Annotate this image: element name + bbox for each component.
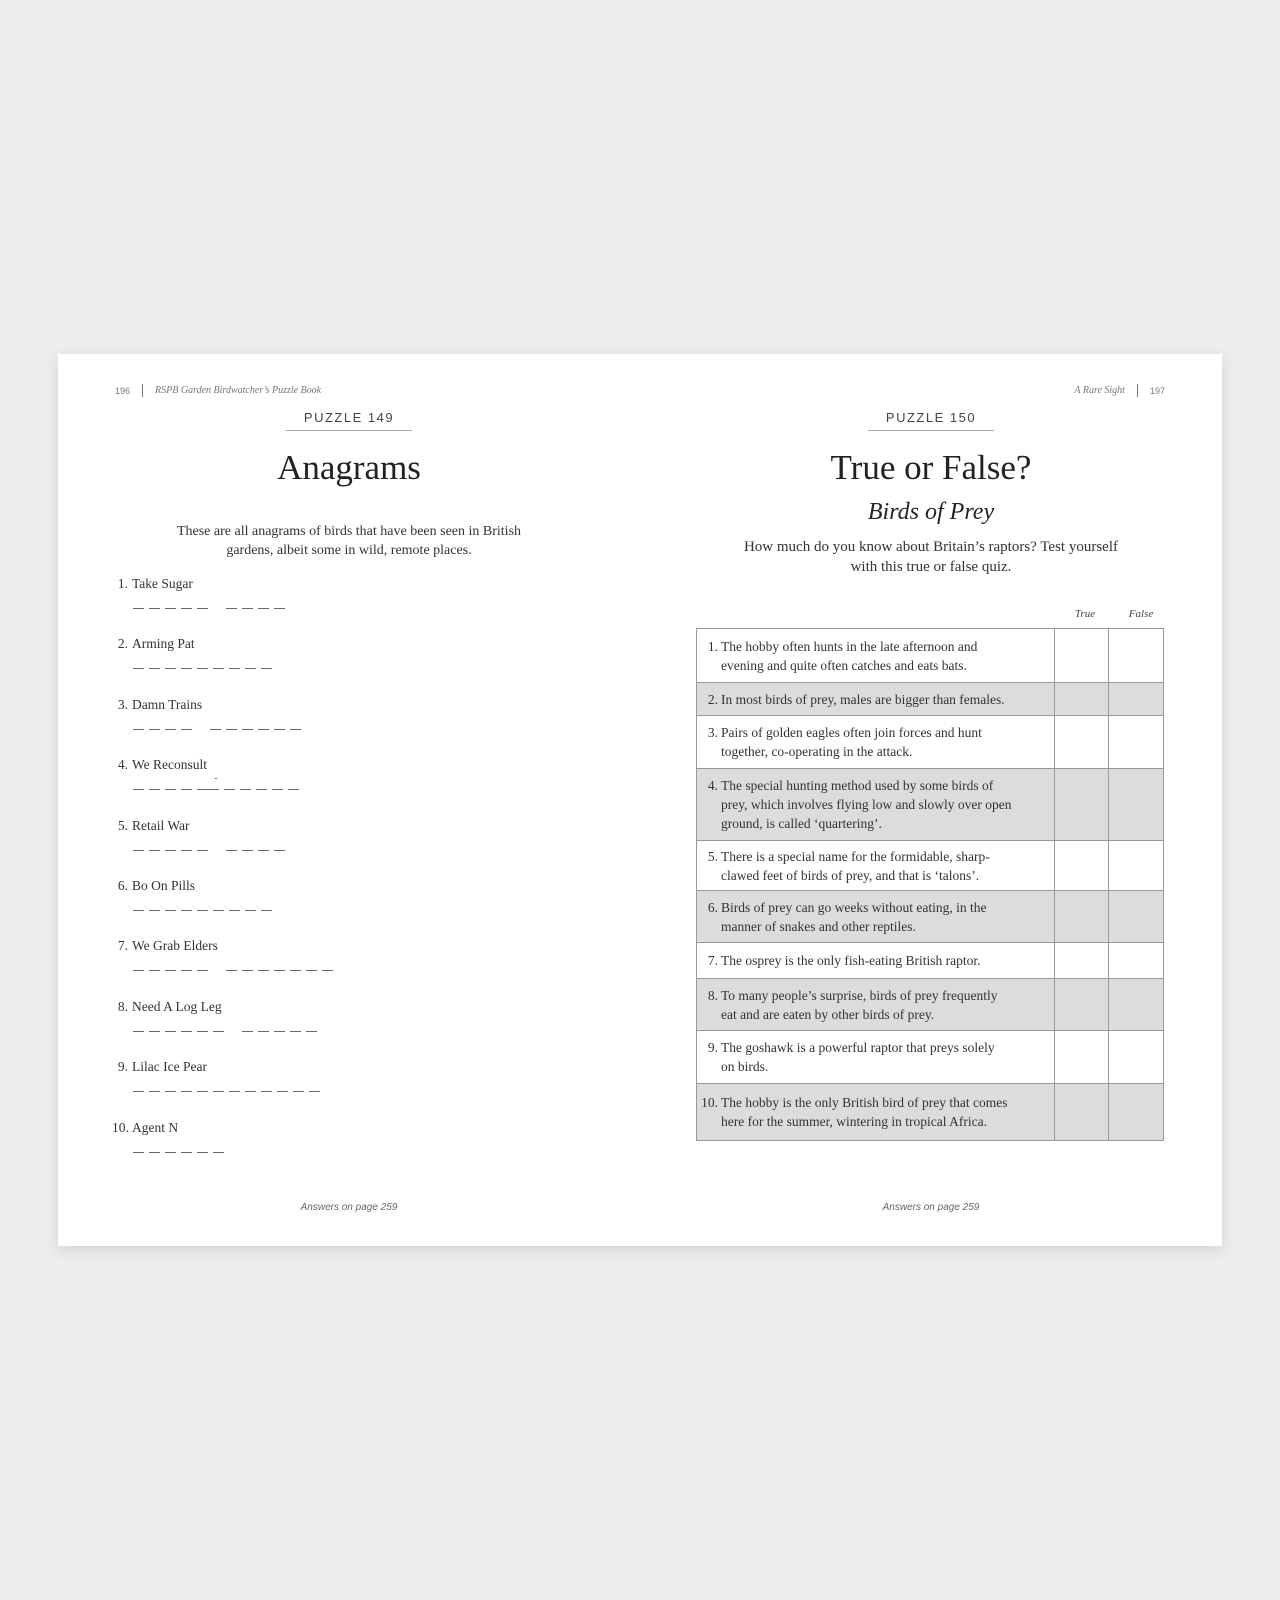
question-text-line: There is a special name for the formidable, sharp- bbox=[721, 848, 990, 864]
quiz-row bbox=[697, 1031, 1164, 1084]
intro-line: gardens, albeit some in wild, remote places. bbox=[226, 543, 472, 558]
answer-word bbox=[133, 1022, 224, 1032]
hyphen-mark: - bbox=[214, 772, 218, 785]
anagram-item bbox=[112, 576, 442, 636]
letter-blank bbox=[165, 1091, 176, 1092]
question-number: 5. bbox=[707, 848, 718, 864]
letter-blank bbox=[133, 1091, 144, 1092]
letter-blank bbox=[306, 1031, 317, 1032]
question-number: 7. bbox=[707, 953, 718, 968]
answer-blanks bbox=[133, 1143, 224, 1153]
letter-blank bbox=[229, 1091, 240, 1092]
letter-blank bbox=[149, 850, 160, 851]
letter-blank bbox=[245, 1091, 256, 1092]
letter-blank bbox=[133, 729, 144, 730]
quiz-row bbox=[697, 943, 1164, 979]
answer-word bbox=[242, 1022, 317, 1032]
running-head bbox=[115, 384, 321, 397]
quiz-row bbox=[697, 769, 1164, 841]
puzzle-label: PUZZLE 150 bbox=[868, 410, 994, 431]
letter-blank bbox=[165, 668, 176, 669]
letter-blank bbox=[149, 729, 160, 730]
letter-blank bbox=[181, 1152, 192, 1153]
item-number: 9. bbox=[117, 1059, 128, 1075]
true-answer-box[interactable] bbox=[1054, 841, 1109, 891]
true-answer-box[interactable] bbox=[1054, 769, 1109, 841]
letter-blank bbox=[181, 910, 192, 911]
true-answer-box[interactable] bbox=[1054, 716, 1109, 769]
answer-word bbox=[133, 772, 218, 790]
intro-line: How much do you know about Britain’s raptors? Test yourself bbox=[743, 539, 1119, 555]
letter-blank bbox=[197, 1091, 208, 1092]
letter-blank bbox=[133, 850, 144, 851]
anagram-clue: Arming Pat bbox=[132, 636, 195, 652]
question-number: 8. bbox=[707, 987, 718, 1003]
true-column-header: True bbox=[1074, 608, 1096, 620]
letter-blank bbox=[229, 668, 240, 669]
letter-blank bbox=[149, 668, 160, 669]
puzzle-label: PUZZLE 149 bbox=[286, 410, 412, 431]
letter-blank bbox=[293, 1091, 304, 1092]
letter-blank bbox=[274, 1031, 285, 1032]
false-answer-box[interactable] bbox=[1109, 943, 1164, 979]
question-number: 10. bbox=[701, 1095, 718, 1110]
true-answer-box[interactable] bbox=[1054, 1031, 1109, 1084]
intro-text bbox=[58, 522, 640, 560]
intro-line: with this true or false quiz. bbox=[850, 559, 1012, 575]
letter-blank bbox=[197, 668, 208, 669]
letter-blank bbox=[240, 789, 251, 790]
letter-blank bbox=[165, 910, 176, 911]
quiz-question bbox=[697, 979, 1055, 1031]
letter-blank bbox=[133, 1152, 144, 1153]
letter-blank bbox=[226, 608, 237, 609]
false-answer-box[interactable] bbox=[1109, 891, 1164, 943]
answer-word bbox=[133, 1082, 320, 1092]
item-number: 4. bbox=[117, 757, 128, 773]
item-number: 1. bbox=[117, 576, 128, 591]
anagram-item bbox=[112, 878, 442, 938]
question-text-line: The hobby is the only British bird of prey that comes bbox=[721, 1095, 1008, 1110]
question-text-line: The goshawk is a powerful raptor that preys solely bbox=[721, 1040, 995, 1055]
item-number: 10. bbox=[112, 1119, 129, 1135]
intro-line: These are all anagrams of birds that have been seen in British bbox=[176, 524, 522, 539]
letter-blank bbox=[133, 789, 144, 790]
anagram-clue: Bo On Pills bbox=[132, 877, 196, 893]
quiz-row bbox=[697, 716, 1164, 769]
quiz-question bbox=[697, 629, 1055, 683]
letter-blank bbox=[258, 970, 269, 971]
letter-blank bbox=[149, 608, 160, 609]
letter-blank bbox=[229, 910, 240, 911]
question-number: 4. bbox=[707, 778, 718, 793]
answer-blanks bbox=[133, 720, 301, 730]
question-text-line: ground, is called ‘quartering’. bbox=[721, 816, 882, 831]
letter-blank bbox=[149, 910, 160, 911]
answer-word bbox=[133, 841, 208, 851]
answer-word bbox=[226, 599, 285, 609]
quiz-question bbox=[697, 683, 1055, 716]
letter-blank bbox=[242, 729, 253, 730]
letter-blank bbox=[226, 729, 237, 730]
quiz-row bbox=[697, 891, 1164, 943]
answer-word bbox=[210, 720, 301, 730]
answer-word bbox=[133, 1143, 224, 1153]
true-answer-box[interactable] bbox=[1054, 979, 1109, 1031]
question-text-line: The special hunting method used by some birds of bbox=[721, 778, 994, 793]
letter-blank bbox=[261, 1091, 272, 1092]
letter-blank bbox=[133, 970, 144, 971]
question-text-line: evening and quite often catches and eats bats. bbox=[721, 657, 967, 673]
letter-blank bbox=[181, 668, 192, 669]
anagram-item bbox=[112, 938, 442, 998]
letter-blank bbox=[165, 1152, 176, 1153]
anagram-clue: Take Sugar bbox=[132, 576, 193, 591]
item-number: 2. bbox=[117, 636, 128, 652]
item-number: 8. bbox=[117, 998, 128, 1014]
quiz-question bbox=[697, 1084, 1055, 1141]
anagram-list bbox=[112, 576, 442, 1180]
letter-blank bbox=[274, 729, 285, 730]
right-page bbox=[640, 354, 1222, 1246]
question-number: 3. bbox=[707, 725, 718, 740]
question-text-line: here for the summer, wintering in tropical Africa. bbox=[721, 1114, 987, 1129]
letter-blank bbox=[213, 1091, 224, 1092]
letter-blank bbox=[242, 1031, 253, 1032]
quiz-question bbox=[697, 891, 1055, 943]
anagram-clue: Need A Log Leg bbox=[132, 998, 222, 1014]
question-number: 9. bbox=[707, 1040, 718, 1055]
anagram-clue: Damn Trains bbox=[132, 696, 203, 712]
letter-blank bbox=[274, 850, 285, 851]
anagram-item bbox=[112, 697, 442, 757]
divider bbox=[142, 384, 143, 397]
letter-blank bbox=[149, 1031, 160, 1032]
letter-blank bbox=[213, 1152, 224, 1153]
letter-blank bbox=[181, 729, 192, 730]
false-answer-box[interactable] bbox=[1109, 629, 1164, 683]
item-number: 7. bbox=[117, 938, 128, 954]
letter-blank bbox=[309, 1091, 320, 1092]
letter-blank bbox=[258, 850, 269, 851]
letter-blank bbox=[133, 910, 144, 911]
question-text-line: In most birds of prey, males are bigger than females. bbox=[721, 691, 1005, 707]
letter-blank bbox=[165, 850, 176, 851]
letter-blank bbox=[242, 850, 253, 851]
letter-blank bbox=[165, 608, 176, 609]
answer-blanks bbox=[133, 961, 333, 971]
letter-blank bbox=[197, 1031, 208, 1032]
quiz-question bbox=[697, 841, 1055, 891]
letter-blank bbox=[245, 668, 256, 669]
letter-blank bbox=[181, 1031, 192, 1032]
answer-blanks bbox=[133, 901, 272, 911]
letter-blank bbox=[226, 850, 237, 851]
letter-blank bbox=[226, 970, 237, 971]
quiz-question bbox=[697, 716, 1055, 769]
item-number: 5. bbox=[117, 817, 128, 833]
true-answer-box[interactable] bbox=[1054, 891, 1109, 943]
quiz-row bbox=[697, 629, 1164, 683]
question-text-line: The hobby often hunts in the late afternoon and bbox=[721, 638, 978, 654]
page-title: True or False? bbox=[830, 448, 1032, 487]
letter-blank bbox=[133, 608, 144, 609]
answer-word bbox=[133, 901, 272, 911]
letter-blank bbox=[181, 850, 192, 851]
letter-blank bbox=[242, 608, 253, 609]
letter-blank bbox=[261, 910, 272, 911]
question-text-line: together, co-operating in the attack. bbox=[721, 744, 913, 759]
true-answer-box[interactable] bbox=[1054, 1084, 1109, 1141]
question-text-line: To many people’s surprise, birds of prey frequently bbox=[721, 987, 998, 1003]
divider bbox=[1137, 384, 1138, 397]
letter-blank bbox=[213, 668, 224, 669]
anagram-item bbox=[112, 757, 442, 817]
letter-blank bbox=[149, 1152, 160, 1153]
letter-blank bbox=[290, 1031, 301, 1032]
answer-word bbox=[208, 780, 299, 790]
false-answer-box[interactable] bbox=[1109, 716, 1164, 769]
quiz-question bbox=[697, 943, 1055, 979]
letter-blank bbox=[181, 1091, 192, 1092]
letter-blank bbox=[288, 789, 299, 790]
question-text-line: Pairs of golden eagles often join forces and hunt bbox=[721, 725, 982, 740]
answer-blanks bbox=[133, 772, 299, 790]
page-title: Anagrams bbox=[277, 448, 421, 487]
letter-blank bbox=[133, 668, 144, 669]
question-text-line: clawed feet of birds of prey, and that is ‘talons’. bbox=[721, 867, 980, 883]
anagram-clue: Lilac Ice Pear bbox=[132, 1059, 207, 1075]
answer-word bbox=[133, 599, 208, 609]
question-text-line: The osprey is the only fish-eating British raptor. bbox=[721, 953, 981, 968]
quiz-row bbox=[697, 979, 1164, 1031]
answers-footer: Answers on page 259 bbox=[300, 1202, 398, 1213]
letter-blank bbox=[258, 729, 269, 730]
running-title: RSPB Garden Birdwatcher’s Puzzle Book bbox=[155, 385, 322, 396]
anagram-clue: Retail War bbox=[132, 817, 190, 833]
false-answer-box[interactable] bbox=[1109, 841, 1164, 891]
letter-blank bbox=[274, 970, 285, 971]
false-answer-box[interactable] bbox=[1109, 979, 1164, 1031]
anagram-clue: We Reconsult bbox=[132, 757, 208, 773]
quiz-table bbox=[696, 628, 1164, 1141]
anagram-item bbox=[112, 818, 442, 878]
answer-word bbox=[133, 720, 192, 730]
letter-blank bbox=[181, 970, 192, 971]
letter-blank bbox=[290, 729, 301, 730]
letter-blank bbox=[245, 910, 256, 911]
letter-blank bbox=[197, 910, 208, 911]
false-answer-box[interactable] bbox=[1109, 1031, 1164, 1084]
anagram-clue: Agent N bbox=[132, 1119, 179, 1135]
letter-blank bbox=[133, 1031, 144, 1032]
true-answer-box[interactable] bbox=[1054, 683, 1109, 716]
letter-blank bbox=[274, 608, 285, 609]
quiz-row bbox=[697, 683, 1164, 716]
letter-blank bbox=[256, 789, 267, 790]
letter-blank bbox=[258, 608, 269, 609]
letter-blank bbox=[197, 850, 208, 851]
letter-blank bbox=[165, 789, 176, 790]
answer-blanks bbox=[133, 659, 272, 669]
letter-blank bbox=[213, 910, 224, 911]
true-answer-box[interactable] bbox=[1054, 629, 1109, 683]
answer-blanks bbox=[133, 1082, 320, 1092]
letter-blank bbox=[322, 970, 333, 971]
running-title: A Rare Sight bbox=[1074, 385, 1125, 396]
answer-word bbox=[226, 841, 285, 851]
false-column-header: False bbox=[1128, 608, 1154, 620]
true-answer-box[interactable] bbox=[1054, 943, 1109, 979]
tf-column-headers bbox=[640, 608, 1222, 624]
letter-blank bbox=[197, 1152, 208, 1153]
intro-text bbox=[640, 537, 1222, 577]
false-answer-box[interactable] bbox=[1109, 1084, 1164, 1141]
letter-blank bbox=[213, 1031, 224, 1032]
letter-blank bbox=[258, 1031, 269, 1032]
letter-blank bbox=[165, 1031, 176, 1032]
false-answer-box[interactable] bbox=[1109, 769, 1164, 841]
question-text-line: Birds of prey can go weeks without eating, in the bbox=[721, 899, 987, 915]
answer-blanks bbox=[133, 841, 285, 851]
letter-blank bbox=[306, 970, 317, 971]
answer-word bbox=[133, 961, 208, 971]
letter-blank bbox=[208, 789, 219, 790]
letter-blank bbox=[224, 789, 235, 790]
letter-blank bbox=[149, 970, 160, 971]
book-spread bbox=[58, 354, 1222, 1246]
answer-blanks bbox=[133, 1022, 317, 1032]
letter-blank bbox=[277, 1091, 288, 1092]
question-text-line: eat and are eaten by other birds of prey. bbox=[721, 1006, 935, 1022]
letter-blank bbox=[210, 729, 221, 730]
question-text-line: prey, which involves flying low and slowly over open bbox=[721, 797, 1012, 812]
question-text-line: manner of snakes and other reptiles. bbox=[721, 918, 916, 934]
page-number: 197 bbox=[1149, 385, 1165, 396]
quiz-row bbox=[697, 841, 1164, 891]
letter-blank bbox=[149, 789, 160, 790]
left-page bbox=[58, 354, 640, 1246]
answers-footer: Answers on page 259 bbox=[882, 1202, 980, 1213]
quiz-row bbox=[697, 1084, 1164, 1141]
letter-blank bbox=[149, 1091, 160, 1092]
page-number: 196 bbox=[115, 385, 131, 396]
anagram-item bbox=[112, 999, 442, 1059]
answer-word bbox=[226, 961, 333, 971]
answer-blanks bbox=[133, 599, 285, 609]
anagram-item bbox=[112, 636, 442, 696]
letter-blank bbox=[181, 608, 192, 609]
page-subtitle: Birds of Prey bbox=[867, 499, 995, 525]
letter-blank bbox=[181, 789, 192, 790]
question-number: 2. bbox=[707, 691, 718, 707]
letter-blank bbox=[290, 970, 301, 971]
letter-blank bbox=[197, 608, 208, 609]
false-answer-box[interactable] bbox=[1109, 683, 1164, 716]
quiz-question bbox=[697, 1031, 1055, 1084]
question-number: 6. bbox=[707, 899, 718, 915]
running-head bbox=[1074, 384, 1165, 397]
letter-blank bbox=[272, 789, 283, 790]
question-number: 1. bbox=[707, 638, 718, 654]
letter-blank bbox=[197, 789, 208, 790]
item-number: 3. bbox=[117, 696, 128, 712]
letter-blank bbox=[165, 970, 176, 971]
anagram-clue: We Grab Elders bbox=[132, 938, 218, 954]
item-number: 6. bbox=[117, 877, 128, 893]
letter-blank bbox=[197, 970, 208, 971]
question-text-line: on birds. bbox=[721, 1059, 769, 1074]
anagram-item bbox=[112, 1120, 442, 1180]
letter-blank bbox=[261, 668, 272, 669]
quiz-question bbox=[697, 769, 1055, 841]
answer-word bbox=[133, 659, 272, 669]
letter-blank bbox=[165, 729, 176, 730]
anagram-item bbox=[112, 1059, 442, 1119]
letter-blank bbox=[242, 970, 253, 971]
